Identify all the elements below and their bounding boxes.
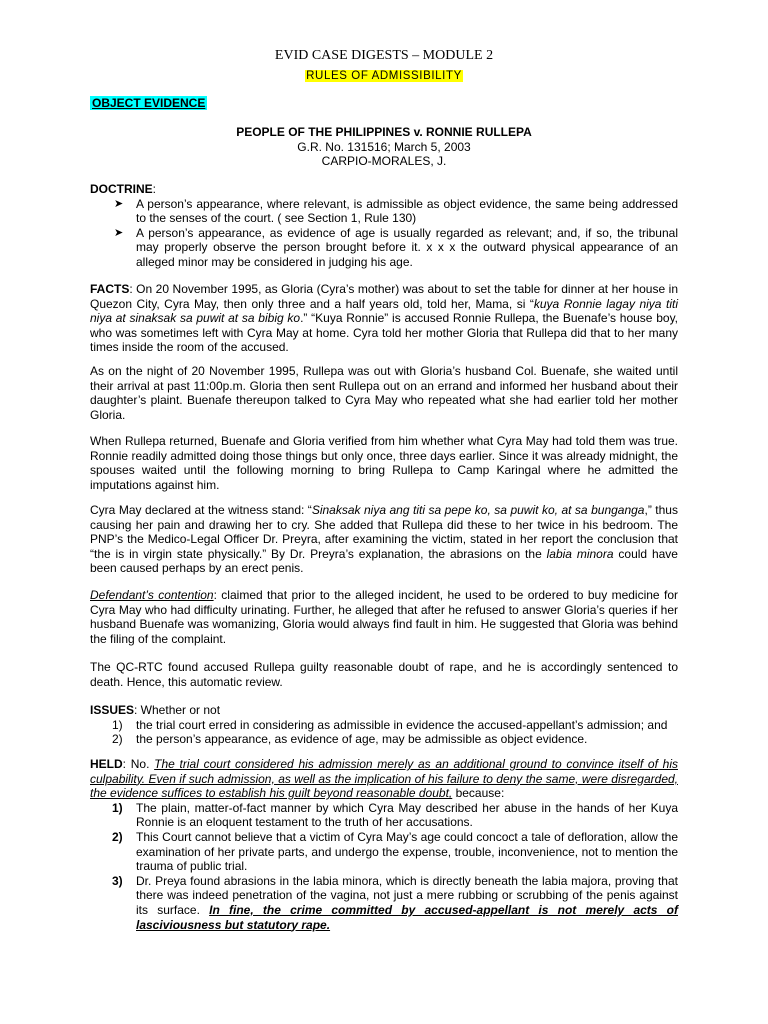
document-title: EVID CASE DIGESTS – MODULE 2 [274, 48, 494, 63]
held-reason [90, 874, 678, 932]
doctrine-heading [90, 182, 678, 197]
reason-text: Dr. Preya found abrasions in the labia minora, which is directly beneath the labia majora, proving that there was indeed penetration of the vagina, not just a mere rubbing or scrubbing of the penis against its surface. [136, 873, 678, 917]
defendant-contention-paragraph [90, 588, 678, 646]
reason-number: 1) [112, 800, 123, 815]
reason-conclusion: In fine, the crime committed by accused-appellant is not merely acts of lasciviousness but statutory rape. [136, 902, 679, 932]
facts-quote: kuya Ronnie lagay niya titi niya at sinaksak sa puwit at sa bibig ko [90, 296, 678, 326]
reason-number: 3) [112, 873, 123, 888]
doctrine-bullet-text: A person’s appearance, where relevant, is admissible as object evidence, the same being addressed to the senses of the court. ( see Section 1, Rule 130) [136, 196, 678, 226]
issue-number: 2) [112, 732, 123, 747]
section-heading [90, 96, 207, 110]
facts-text: .” “Kuya Ronnie” is accused Ronnie Rullepa, the Buenafe’s house boy, who was sometimes left with Cyra May at home. Cyra told her mother Gloria that Rullepa did that to her many times inside the room of the accused. [90, 311, 679, 355]
issues-lead: : Whether or not [134, 703, 221, 717]
held-section [90, 757, 678, 932]
issue-text: the person’s appearance, as evidence of age, may be admissible as object evidence. [136, 732, 588, 747]
held-because: because: [452, 786, 505, 801]
case-caption [90, 125, 678, 169]
facts-text: ,” thus causing her pain and drawing her to cry. She added that Rullepa did these to her twice in his bedroom. The PNP’s the Medico-Legal Officer Dr. Preyra, after examining the victim, stated in her report the conclusion that “the is in virgin state physically.” By Dr. Preyra’s explanation, the abrasions on the [90, 503, 678, 561]
facts-text: could have been caused perhaps by an erect penis. [90, 546, 678, 576]
issue-item [90, 718, 678, 733]
reason-text: The plain, matter-of-fact manner by which Cyra May described her abuse in the hands of her Kuya Ronnie is an eloquent testament to the truth of her accusations. [136, 800, 678, 830]
doctrine-label: DOCTRINE [90, 182, 153, 196]
held-reason [90, 801, 678, 830]
issues-heading [90, 703, 678, 718]
issues-label: ISSUES [90, 703, 135, 717]
case-gr-number: G.R. No. 131516; March 5, 2003 [297, 139, 471, 154]
held-ruling [90, 757, 678, 801]
facts-paragraph-1 [90, 282, 678, 355]
reason-text: This Court cannot believe that a victim of Cyra May’s age could concoct a tale of defloration, allow the examination of her private parts, and undergo the expense, trouble, inconvenience, not to mention the trauma of public trial. [136, 829, 678, 874]
held-answer: : No. [122, 757, 155, 771]
held-label: HELD [90, 757, 123, 771]
issue-item [90, 732, 678, 747]
arrow-bullet-icon: ➤ [114, 226, 124, 239]
document-subtitle [90, 68, 678, 82]
reason-number: 2) [112, 829, 123, 844]
defendant-contention-label: Defendant’s contention [90, 588, 214, 602]
case-ponente: CARPIO-MORALES, J. [321, 154, 447, 168]
subtitle-highlight: RULES OF ADMISSIBILITY [306, 70, 462, 82]
testimony-quote: Sinaksak niya ang titi sa pepe ko, sa puwit ko, at sa bunganga [311, 503, 645, 517]
facts-text: Cyra May declared at the witness stand: “ [90, 503, 312, 517]
doctrine-section [90, 182, 678, 270]
defendant-contention-text: : claimed that prior to the alleged incident, he used to be ordered to buy medicine for Cyra May who had difficulty urinating. Further, he alleged that after he refused to answer Gloria’s queries if her husband Buenafe was womanizing, Gloria would always find fault in him. He suggested that Gloria was behind the filing of the complaint. [90, 588, 678, 646]
facts-label: FACTS [90, 282, 130, 296]
held-reason [90, 830, 678, 874]
arrow-bullet-icon: ➤ [114, 197, 124, 210]
issue-text: the trial court erred in considering as admissible in evidence the accused-appellant’s admission; and [136, 717, 668, 732]
doctrine-bullet-text: A person’s appearance, as evidence of age is usually regarded as relevant; and, if so, the tribunal may properly observe the person brought before it. x x x the outward physical appearance of an alleged minor may be considered in judging his age. [136, 225, 678, 269]
facts-paragraph-6: The QC-RTC found accused Rullepa guilty reasonable doubt of rape, and he is accordingly sentenced to death. Hence, this automatic review. [90, 660, 678, 689]
doctrine-colon: : [152, 182, 157, 196]
doctrine-bullet [90, 226, 678, 270]
section-highlight: OBJECT EVIDENCE [92, 96, 206, 110]
held-ruling-text: The trial court considered his admission merely as an additional ground to convince itself of his culpability. Even if such admission, as well as the implication of his failure to deny the same, were disregarded, the evidence suffices to establish his guilt beyond reasonable doubt, [90, 757, 678, 801]
issues-section [90, 703, 678, 747]
facts-paragraph-4 [90, 503, 678, 576]
facts-paragraph-3: When Rullepa returned, Buenafe and Gloria verified from him whether what Cyra May had told them was true. Ronnie readily admitted doing those things but only once, three days earlier. Since it was already midnight, the spouses waited until the following morning to bring Rullepa to Camp Karingal where he admitted the imputations against him. [90, 434, 678, 492]
case-title: PEOPLE OF THE PHILIPPINES v. RONNIE RULLEPA [236, 125, 532, 139]
facts-text: : On 20 November 1995, as Gloria (Cyra’s mother) was about to set the table for dinner at her house in Quezon City, Cyra May, then only three and a half years old, told her, Mama, si “ [90, 282, 678, 311]
issue-number: 1) [112, 717, 123, 732]
facts-paragraph-2: As on the night of 20 November 1995, Rullepa was out with Gloria’s husband Col. Buenafe, she waited until their arrival at past 11:00p.m. Gloria then sent Rullepa out on an errand and informed her husband about their daughter’s plaint. Buenafe thereupon talked to Cyra May who repeated what she had earlier told her mother Gloria. [90, 364, 678, 422]
facts-italic-term: labia minora [546, 546, 614, 561]
doctrine-bullet [90, 197, 678, 226]
